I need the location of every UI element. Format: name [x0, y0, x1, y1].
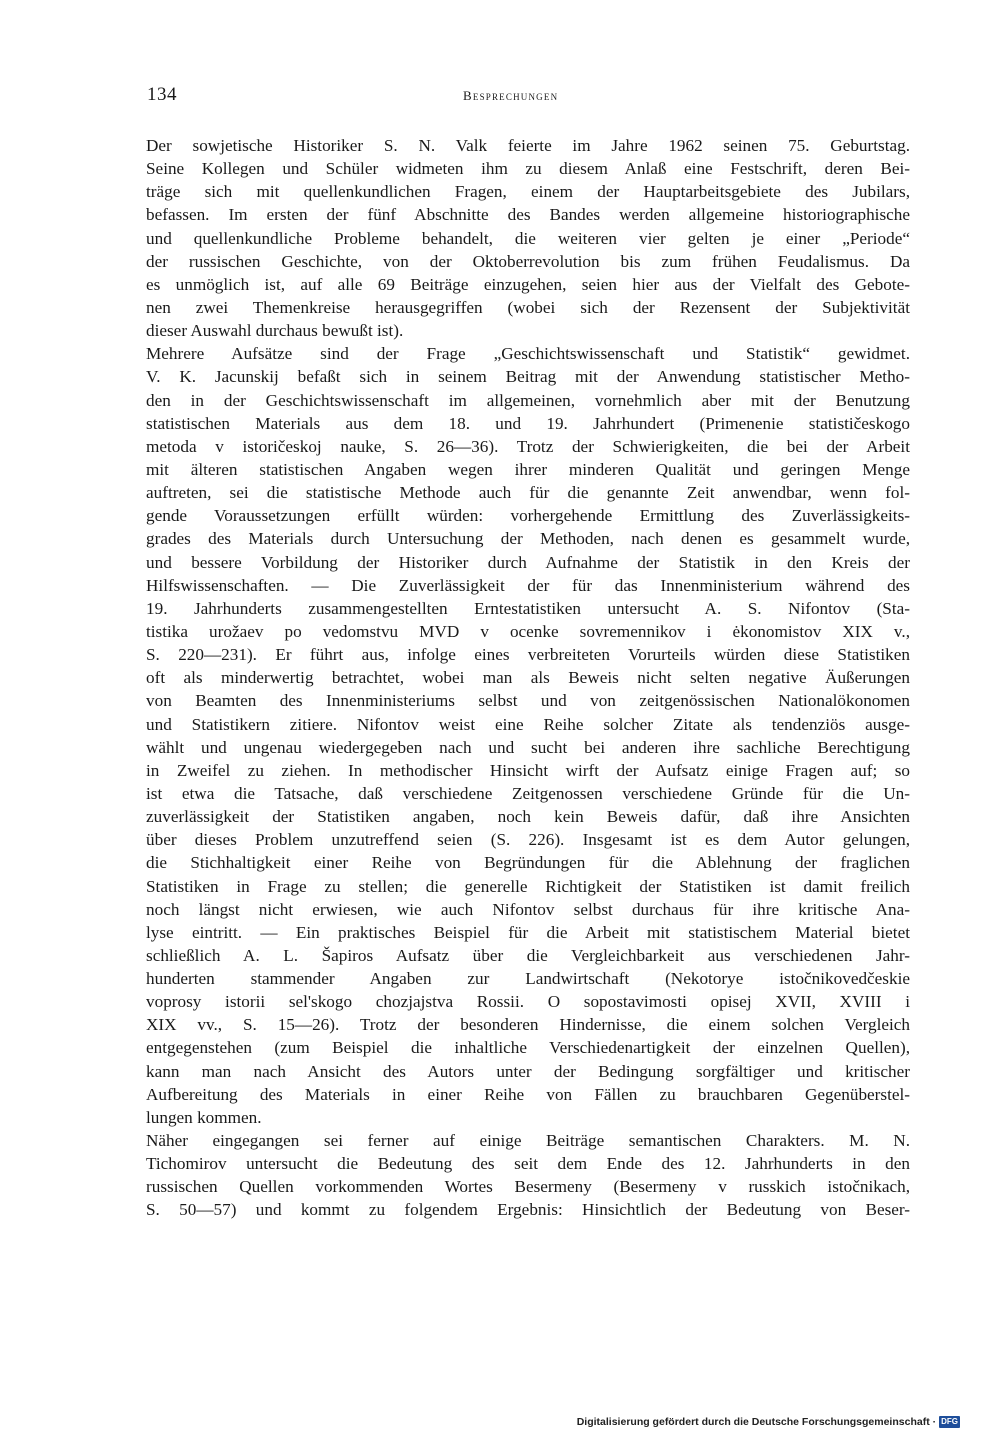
text-line: und Statistikern zitiere. Nifontov weist eine Reihe solcher Zitate als tendenziös ausge- — [146, 714, 910, 734]
text-line: mit älteren statistischen Angaben wegen ihrer minderen Qualität und geringen Menge — [146, 459, 910, 479]
text-line: kann man nach Ansicht des Autors unter der Bedingung sorgfältiger und kritischer — [146, 1061, 910, 1081]
text-line: Hilfswissenschaften. — Die Zuverlässigkeit der für das Innenministerium während des — [146, 575, 910, 595]
text-line: S. 220—231). Er führt aus, infolge eines verbreiteten Vorurteils würden diese Statistiken — [146, 645, 910, 665]
text-line: von Beamten des Innenministeriums selbst und von zeitgenössischen Nationalökonomen — [146, 691, 910, 711]
text-line: V. K. Jacunskij befaßt sich in seinem Beitrag mit der Anwendung statistischer Metho- — [146, 367, 910, 387]
text-line: wählt und ungenau wiedergegeben nach und sucht bei anderen ihre sachliche Berechtigung — [146, 737, 910, 757]
text-line: noch längst nicht erwiesen, wie auch Nifontov selbst durchaus für ihre kritische Ana- — [146, 899, 910, 919]
text-line: die Stichhaltigkeit einer Reihe von Begründungen für die Ablehnung der fraglichen — [146, 853, 910, 873]
dfg-logo: DFG — [941, 1417, 958, 1426]
page-number: 134 — [147, 84, 177, 105]
text-line: oft als minderwertig betrachtet, wobei man als Beweis nicht selten negative Äußerungen — [146, 668, 910, 688]
text-line: es unmöglich ist, auf alle 69 Beiträge einzugehen, seien hier aus der Vielfalt des Gebote- — [146, 274, 910, 294]
text-line: schließlich A. L. Šapiros Aufsatz über die Vergleichbarkeit aus verschiedenen Jahr- — [146, 945, 910, 965]
text-line: zuverlässigkeit der Statistiken angaben, noch kein Beweis dafür, daß ihre Ansichten — [146, 807, 910, 827]
text-line: ist etwa die Tatsache, daß verschiedene Zeitgenossen verschiedene Gründe für die Un- — [146, 783, 910, 803]
body-text — [146, 134, 910, 1222]
text-line: tistika urožaev po vedomstvu MVD v ocenke sovremennikov i ėkonomistov XIX v., — [146, 621, 910, 641]
text-line: lyse eintritt. — Ein praktisches Beispiel für die Arbeit mit statistischem Material bietet — [146, 922, 910, 942]
text-line: russischen Quellen vorkommenden Wortes Besermeny (Besermeny v russkich istočnikach, — [146, 1177, 910, 1197]
text-line: Näher eingegangen sei ferner auf einige Beiträge semantischen Charakters. M. N. — [146, 1131, 910, 1151]
text-line: metoda v istoričeskoj nauke, S. 26—36). Trotz der Schwierigkeiten, die bei der Arbeit — [146, 436, 910, 456]
text-line: voprosy istorii sel'skogo chozjajstva Rossii. O sopostavimosti opisej XVII, XVIII i — [146, 992, 910, 1012]
text-line: XIX vv., S. 15—26). Trotz der besonderen Hindernisse, die einem solchen Vergleich — [146, 1015, 910, 1035]
text-line: und bessere Vorbildung der Historiker durch Aufnahme der Statistik in den Kreis der — [146, 552, 910, 572]
digitization-credit — [577, 1416, 960, 1428]
text-line: hunderten stammender Angaben zur Landwirtschaft (Nekotorye istočnikovedčeskie — [146, 969, 910, 989]
text-line: lungen kommen. — [146, 1107, 262, 1127]
text-line: Aufbereitung des Materials in einer Reihe von Fällen zu brauchbaren Gegenüberstel- — [146, 1084, 910, 1104]
text-line: dieser Auswahl durchaus bewußt ist). — [146, 321, 404, 341]
text-line: Seine Kollegen und Schüler widmeten ihm zu diesem Anlaß eine Festschrift, deren Bei- — [146, 159, 910, 179]
text-line: Tichomirov untersucht die Bedeutung des seit dem Ende des 12. Jahrhunderts in den — [146, 1154, 910, 1174]
text-line: über dieses Problem unzutreffend seien (S. 226). Insgesamt ist es dem Autor gelungen, — [146, 830, 910, 850]
text-line: auftreten, sei die statistische Methode auch für die genannte Zeit anwendbar, wenn fol- — [146, 483, 910, 503]
text-line: Statistiken in Frage zu stellen; die generelle Richtigkeit der Statistiken ist damit freilich — [146, 876, 910, 896]
text-line: den in der Geschichtswissenschaft im allgemeinen, vornehmlich aber mit der Benutzung — [146, 390, 910, 410]
text-line: der russischen Geschichte, von der Oktoberrevolution bis zum frühen Feudalismus. Da — [146, 251, 910, 271]
text-line: träge sich mit quellenkundlichen Fragen, einem der Hauptarbeitsgebiete des Jubilars, — [146, 182, 910, 202]
text-line: Mehrere Aufsätze sind der Frage „Geschichtswissenschaft und Statistik“ gewidmet. — [146, 344, 910, 364]
text-line: entgegenstehen (zum Beispiel die inhaltliche Verschiedenartigkeit der einzelnen Quellen), — [146, 1038, 910, 1058]
text-line: und quellenkundliche Probleme behandelt, die weiteren vier gelten je einer „Periode“ — [146, 228, 910, 248]
text-line: in Zweifel zu ziehen. In methodischer Hinsicht wirft der Aufsatz einige Fragen auf; so — [146, 760, 910, 780]
credit-text: Digitalisierung gefördert durch die Deutsche Forschungsgemeinschaft · — [576, 1416, 937, 1428]
text-line: S. 50—57) und kommt zu folgendem Ergebnis: Hinsichtlich der Bedeutung von Beser- — [146, 1200, 910, 1220]
text-line: statistischen Materials aus dem 18. und 19. Jahrhundert (Primenenie statističeskogo — [146, 413, 910, 433]
text-line: grades des Materials durch Untersuchung der Methoden, nach denen es gesammelt wurde, — [146, 529, 910, 549]
text-line: befassen. Im ersten der fünf Abschnitte des Bandes werden allgemeine historiographische — [146, 205, 910, 225]
running-head: Besprechungen — [463, 88, 559, 103]
text-line: 19. Jahrhunderts zusammengestellten Erntestatistiken untersucht A. S. Nifontov (Sta- — [146, 598, 910, 618]
text-line: Der sowjetische Historiker S. N. Valk feierte im Jahre 1962 seinen 75. Geburtstag. — [146, 136, 910, 155]
text-line: nen zwei Themenkreise herausgegriffen (wobei sich der Rezensent der Subjektivität — [146, 297, 910, 317]
text-line: gende Voraussetzungen erfüllt würden: vorhergehende Ermittlung des Zuverlässigkeits- — [146, 506, 910, 526]
